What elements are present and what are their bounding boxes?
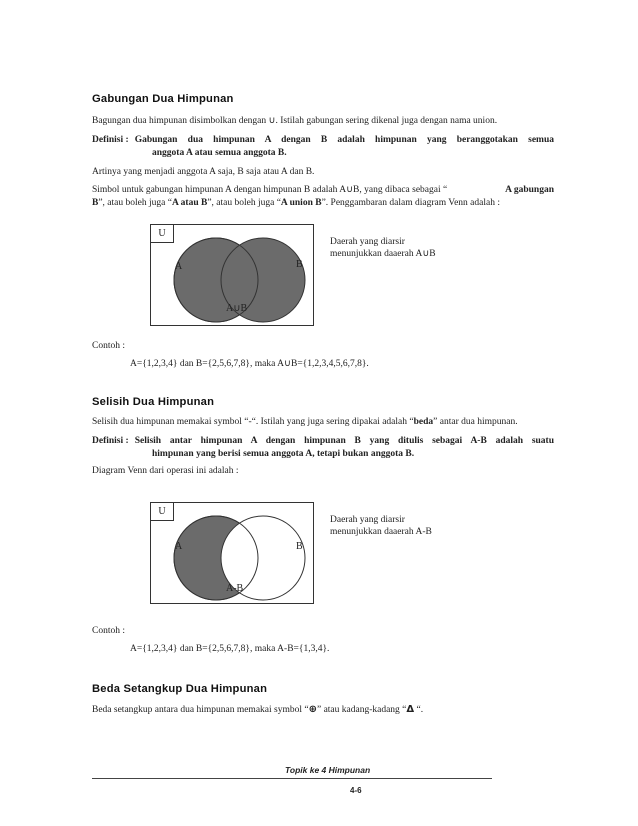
- venn-union-box: [150, 224, 314, 326]
- footer-rule: [92, 778, 492, 779]
- universe-label: U: [151, 503, 174, 521]
- symbol-text-g: A union B: [280, 198, 322, 208]
- caption-line2: menunjukkan daaerah A∪B: [330, 249, 436, 259]
- difference-example: A={1,2,3,4} dan B={2,5,6,7,8}, maka A-B={1,3,4}.: [130, 644, 330, 654]
- heading-difference: Selisih Dua Himpunan: [92, 396, 215, 408]
- caption-line2: menunjukkan daaerah A-B: [330, 527, 432, 537]
- difference-intro-c: ” antar dua himpunan.: [433, 417, 518, 427]
- union-meaning: Artinya yang menjadi anggota A saja, B saja atau A dan B.: [92, 167, 315, 177]
- footer-page-number: 4-6: [350, 786, 362, 795]
- region-label: A-B: [226, 583, 244, 594]
- definition-text-line1: Selisih antar himpunan A dengan himpunan B yang ditulis sebagai A-B adalah suatu: [134, 436, 554, 446]
- difference-definition: [92, 435, 554, 461]
- region-label: A∪B: [226, 303, 248, 314]
- definition-label: Definisi :: [92, 436, 129, 446]
- delta-symbol: Δ: [406, 704, 415, 715]
- definition-text-line2: anggota A atau semua anggota B.: [152, 148, 287, 158]
- union-symbol-paragraph: [92, 184, 554, 210]
- symbol-text-e: A atau B: [171, 198, 208, 208]
- difference-intro-a: Selisih dua himpunan memakai symbol “-“. Istilah yang juga sering dipakai adalah “: [92, 417, 414, 427]
- venn-difference-box: [150, 502, 314, 604]
- definition-text-line2: himpunan yang berisi semua anggota A, tetapi bukan anggota B.: [152, 449, 415, 459]
- union-definition: [92, 134, 554, 160]
- venn-union-caption: [330, 236, 436, 260]
- difference-example-label: Contoh :: [92, 626, 125, 636]
- oplus-symbol: ⊕: [308, 704, 317, 715]
- union-example: A={1,2,3,4} dan B={2,5,6,7,8}, maka A∪B={1,2,3,4,5,6,7,8}.: [130, 359, 369, 369]
- universe-label: U: [151, 225, 174, 243]
- set-a-label: A: [175, 261, 183, 272]
- set-b-label: B: [296, 259, 303, 270]
- symbol-text-d: ”, atau boleh juga “: [98, 198, 172, 208]
- symdiff-text-b: ” atau kadang-kadang “: [316, 705, 407, 715]
- caption-line1: Daerah yang diarsir: [330, 515, 405, 525]
- union-example-label: Contoh :: [92, 341, 125, 351]
- symbol-text-b: A gabungan: [505, 185, 554, 195]
- venn-difference-caption: [330, 514, 432, 538]
- set-a-label: A: [175, 541, 183, 552]
- footer-title: Topik ke 4 Himpunan: [285, 765, 371, 775]
- difference-intro-beda: beda: [413, 417, 434, 427]
- definition-label: Definisi :: [92, 135, 129, 145]
- heading-union: Gabungan Dua Himpunan: [92, 93, 234, 105]
- symdiff-text-c: “.: [414, 705, 424, 715]
- symdiff-text: [92, 703, 423, 717]
- symbol-text-h: ”. Penggambaran dalam diagram Venn adalah :: [321, 198, 500, 208]
- difference-venn-intro: Diagram Venn dari operasi ini adalah :: [92, 466, 239, 476]
- symbol-text-a: Simbol untuk gabungan himpunan A dengan himpunan B adalah A∪B, yang dibaca sebagai “: [92, 185, 448, 195]
- union-intro: Bagungan dua himpunan disimbolkan dengan ∪. Istilah gabungan sering dikenal juga dengan nama union.: [92, 116, 498, 126]
- symbol-text-c: B: [92, 198, 99, 208]
- difference-intro: [92, 416, 562, 429]
- definition-text-line1: Gabungan dua himpunan A dengan B adalah himpunan yang beranggotakan semua: [134, 135, 554, 145]
- caption-line1: Daerah yang diarsir: [330, 237, 405, 247]
- heading-symmetric-difference: Beda Setangkup Dua Himpunan: [92, 683, 268, 695]
- symdiff-text-a: Beda setangkup antara dua himpunan memakai symbol “: [92, 705, 309, 715]
- set-b-label: B: [296, 541, 303, 552]
- symbol-text-f: ”, atau boleh juga “: [207, 198, 281, 208]
